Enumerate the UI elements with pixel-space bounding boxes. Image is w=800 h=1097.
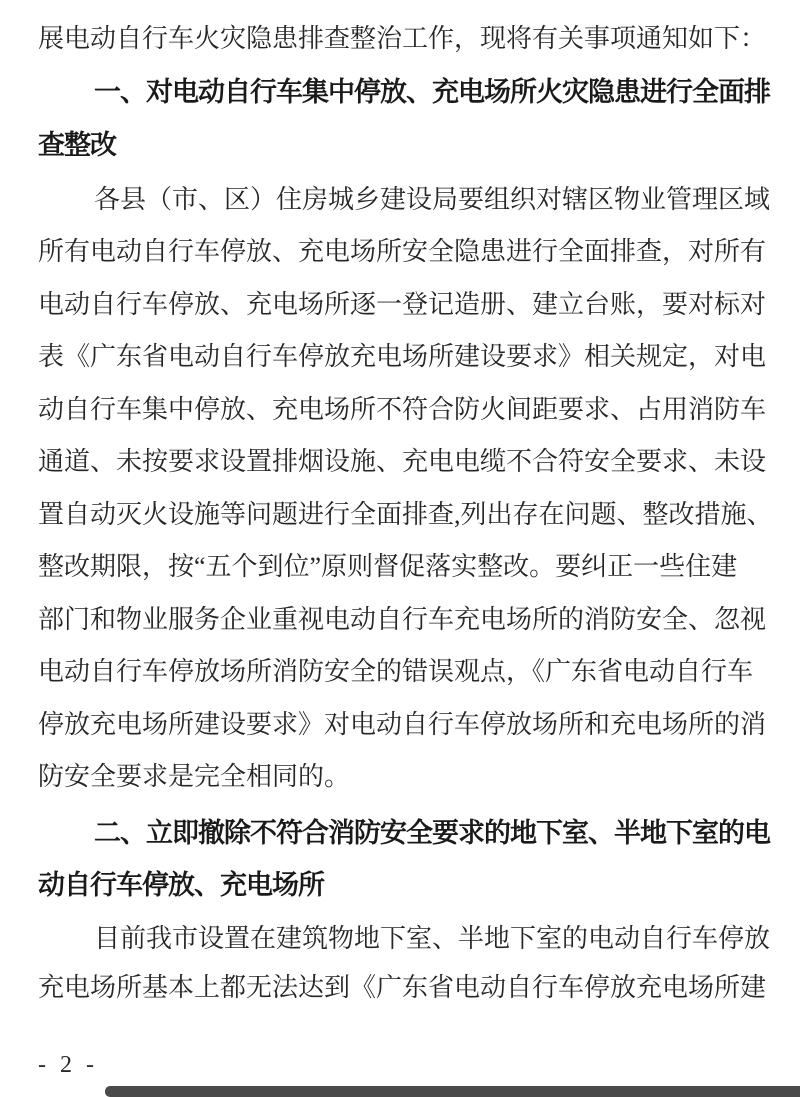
paragraph-line: 电动自行车停放场所消防安全的错误观点，《广东省电动自行车 <box>38 657 754 686</box>
paragraph-line: 防安全要求是完全相同的。 <box>38 762 351 791</box>
paragraph-line: 置自动灭火设施等问题进行全面排查,列出存在问题、整改措施、 <box>38 500 773 529</box>
paragraph-line: 各县（市、区）住房城乡建设局要组织对辖区物业管理区域 <box>94 185 771 214</box>
paragraph-line: 电动自行车停放、充电场所逐一登记造册、建立台账，要对标对 <box>38 290 767 319</box>
paragraph-line: 表《广东省电动自行车停放充电场所建设要求》相关规定，对电 <box>38 342 767 371</box>
horizontal-scrollbar-thumb[interactable] <box>105 1086 800 1097</box>
paragraph-line: 整改期限，按“五个到位”原则督促落实整改。要纠正一些住建 <box>38 552 738 581</box>
section1-heading-line: 一、对电动自行车集中停放、充电场所火灾隐患进行全面排 <box>94 77 770 107</box>
paragraph-line: 通道、未按要求设置排烟设施、充电电缆不合符安全要求、未设 <box>38 447 767 476</box>
paragraph-line: 部门和物业服务企业重视电动自行车充电场所的消防安全、忽视 <box>38 605 767 634</box>
section2-heading-line: 二、立即撤除不符合消防安全要求的地下室、半地下室的电 <box>94 818 770 848</box>
intro-line: 展电动自行车火灾隐患排查整治工作，现将有关事项通知如下： <box>38 24 767 53</box>
paragraph-line: 动自行车集中停放、充电场所不符合防火间距要求、占用消防车 <box>38 395 767 424</box>
section1-heading-line: 查整改 <box>38 130 116 160</box>
paragraph-line: 所有电动自行车停放、充电场所安全隐患进行全面排查，对所有 <box>38 237 767 266</box>
paragraph-line: 目前我市设置在建筑物地下室、半地下室的电动自行车停放 <box>94 924 771 953</box>
page-number: - 2 - <box>38 1052 98 1078</box>
paragraph-line: 充电场所基本上都无法达到《广东省电动自行车停放充电场所建 <box>38 973 767 1002</box>
paragraph-line: 停放充电场所建设要求》对电动自行车停放场所和充电场所的消 <box>38 710 767 739</box>
section2-heading-line: 动自行车停放、充电场所 <box>38 870 324 900</box>
